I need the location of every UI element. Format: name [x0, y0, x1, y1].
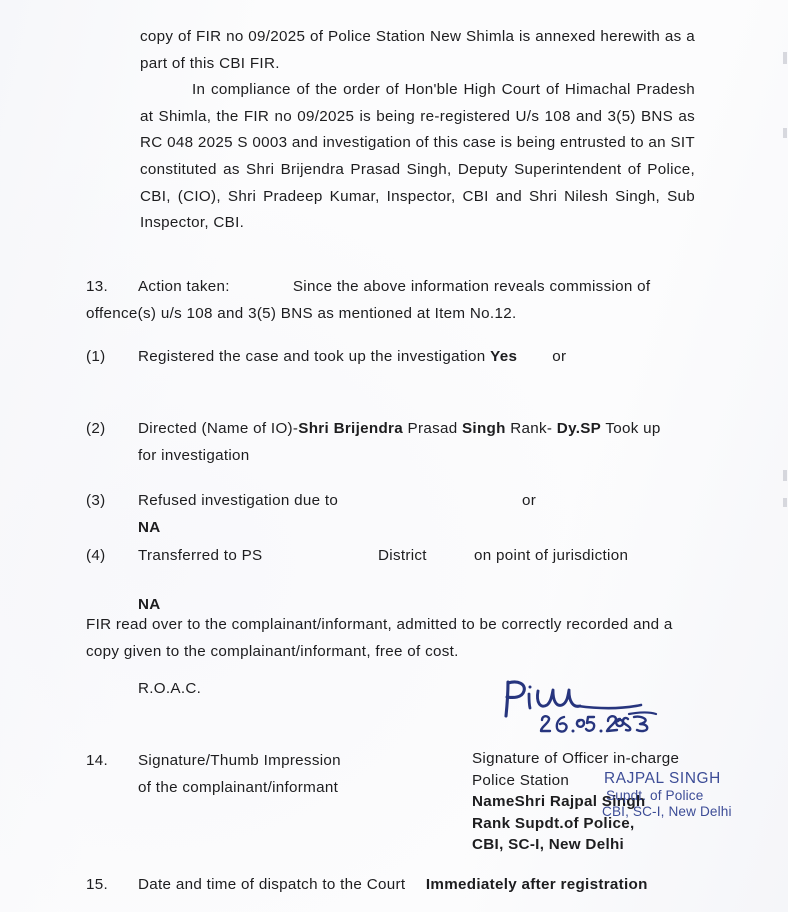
- item-13-body: [86, 274, 694, 327]
- item-13-number: 13.: [86, 278, 109, 295]
- item-14-line-2: of the complainant/informant: [138, 778, 339, 796]
- scan-edge-mark: [783, 470, 787, 481]
- officer-address-value: CBI, SC-I, New Delhi: [472, 836, 625, 853]
- sub-item-1-text-row: [86, 344, 694, 371]
- item-13-line-2: offence(s) u/s 108 and 3(5) BNS as mentioned at Item No.12.: [86, 304, 517, 322]
- sub-item-3-trailing: or: [522, 492, 537, 509]
- sub-item-4-value: NA: [138, 595, 161, 613]
- item-13-label: Action taken:: [138, 278, 230, 295]
- sub-item-2-number: (2): [86, 420, 106, 437]
- officer-in-charge-label: Signature of Officer in-charge: [472, 750, 680, 767]
- officer-rank-label: Rank: [472, 814, 511, 832]
- scan-edge-mark: [783, 128, 787, 138]
- sub-item-1-text: Registered the case and took up the investigation: [138, 348, 486, 365]
- sub-item-2-text-row: [86, 416, 694, 469]
- sub-item-1: [86, 344, 694, 371]
- officer-rank-value: Supdt.of Police,: [514, 814, 635, 832]
- item-14-line-1: Signature/Thumb Impression: [138, 752, 341, 769]
- sub-item-2: [86, 416, 694, 469]
- sub-item-2-rank-value: Dy.SP: [556, 420, 602, 437]
- scan-edge-mark: [783, 498, 787, 507]
- sub-item-3-number: (3): [86, 492, 106, 509]
- officer-name-label: Name: [472, 793, 515, 810]
- item-15-label: Date and time of dispatch to the Court: [138, 876, 406, 893]
- stamp-line-2: Supdt. of Police: [606, 787, 704, 803]
- sub-item-3-value: NA: [138, 518, 161, 536]
- sub-item-2-prefix: Directed (Name of IO)-: [138, 420, 299, 437]
- sub-item-4-district-label: District: [378, 547, 427, 564]
- sub-item-2-suffix: Took up: [601, 420, 661, 437]
- scan-edge-mark: [783, 52, 787, 64]
- item-14-text: [86, 748, 456, 801]
- handwritten-signature: [498, 676, 708, 742]
- signature-stroke-icon: [498, 676, 708, 742]
- police-station-label: Police Station: [472, 771, 570, 789]
- item-15-text-row: [86, 872, 706, 899]
- sub-item-3-text: Refused investigation due to: [138, 492, 339, 509]
- item-15-value: Immediately after registration: [425, 876, 648, 893]
- item-13: [86, 274, 694, 327]
- read-over-paragraph: [86, 612, 686, 665]
- read-over-line-2: copy given to the complainant/informant, free of cost.: [86, 642, 459, 660]
- sub-item-3: [86, 488, 694, 541]
- sub-item-1-number: (1): [86, 348, 106, 365]
- item-15-number: 15.: [86, 876, 109, 893]
- sub-item-2-rank-label: Rank-: [505, 420, 557, 437]
- read-over-line-1: FIR read over to the complainant/informant, admitted to be correctly recorded and a: [86, 616, 673, 633]
- item-13-line-1: [138, 274, 694, 301]
- sub-item-2-io-name-bold-2: Singh: [462, 420, 506, 437]
- item-14-number: 14.: [86, 752, 109, 769]
- intro-line-1: copy of FIR no 09/2025 of Police Station New Shimla is annexed herewith as a part of this CBI FIR.: [140, 28, 695, 72]
- officer-rubber-stamp: [604, 771, 732, 821]
- intro-paragraph: [140, 24, 695, 237]
- sub-item-4-text: Transferred to PS: [138, 547, 263, 564]
- stamp-line-1: RAJPAL SINGH: [604, 770, 721, 787]
- sub-item-2-io-name-bold-1: Shri Brijendra: [298, 420, 403, 437]
- sub-item-4: [86, 543, 694, 618]
- item-13-text-1: Since the above information reveals commission of: [292, 278, 651, 295]
- item-14: [86, 748, 456, 801]
- item-15: [86, 872, 706, 899]
- intro-line-2: In compliance of the order of Hon'ble High Court of Himachal Pradesh at Shimla, the FIR no 09/2025 is being re-registered U/s 108 and 3(5) BNS as RC 048 2025 S 0003 and investigation of this case is being entrusted to an SIT constituted as Shri Brijendra Prasad Singh, Deputy Superintendent of Police, CBI, (CIO), Shri Pradeep Kumar, Inspector, CBI and Shri Nilesh Singh, Sub Inspector, CBI.: [140, 81, 695, 232]
- officer-name-value: Shri Rajpal Singh: [514, 793, 646, 810]
- sub-item-2-second-line: for investigation: [138, 446, 250, 464]
- sub-item-1-value: Yes: [490, 348, 518, 365]
- sub-item-2-io-name-regular: Prasad: [403, 420, 462, 437]
- sub-item-1-trailing: or: [552, 348, 567, 365]
- roac-label: R.O.A.C.: [138, 680, 202, 697]
- stamp-line-3: CBI, SC-I, New Delhi: [602, 804, 732, 819]
- sub-item-4-number: (4): [86, 547, 106, 564]
- sub-item-4-jurisdiction-label: on point of jurisdiction: [474, 547, 629, 564]
